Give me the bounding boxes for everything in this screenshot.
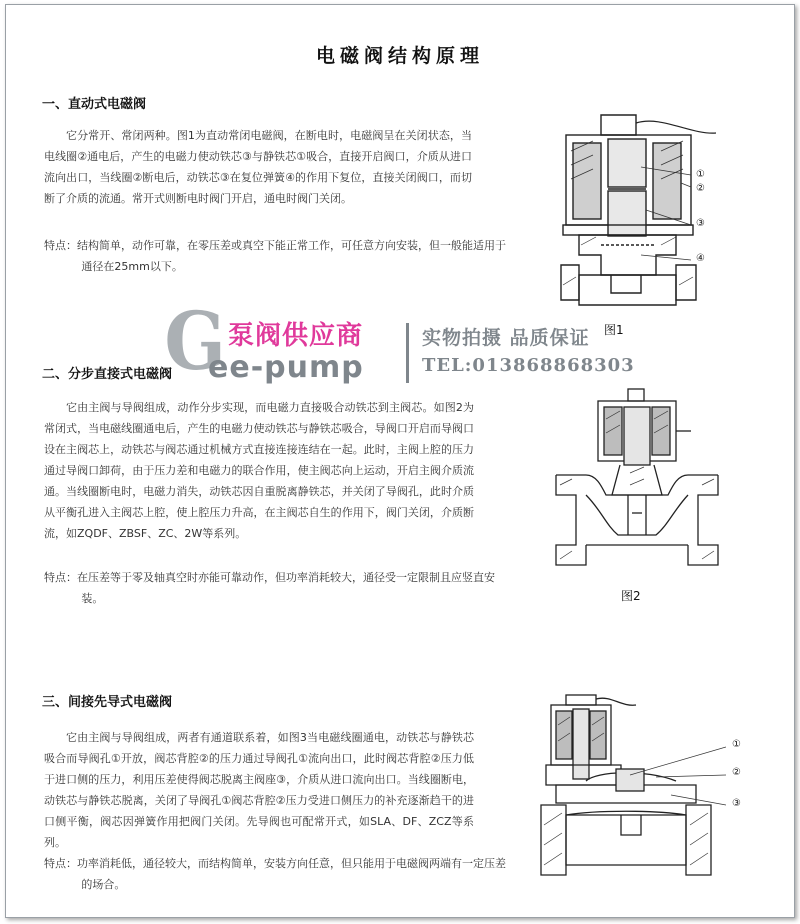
watermark-brand-name: 泵阀供应商 [228, 321, 364, 351]
fig3-callout-1: ① [732, 739, 741, 750]
watermark-logo-letter: G [164, 294, 226, 388]
figure-2-label: 图2 [621, 589, 641, 603]
fig1-callout-4: ④ [696, 253, 705, 264]
section-3-body: 它由主阀与导阀组成，两者有通道联系着，如图3当电磁线圈通电，动铁芯与静铁芯吸合而导阀孔①开放，阀芯背腔②的压力通过导阀孔①流向出口，此时阀芯背腔②压力低于进口侧的压力，利用压差使得阀芯脱离主阀座③，介质从进口流向出口。当线圈断电，动铁芯与静铁芯脱离，关闭了导阀孔①阀芯背腔②压力受进口侧压力的补充逐渐趋干的进口侧平衡，阀芯因弹簧作用把阀门关闭。先导阀也可配常开式，如SLA、DF、ZCZ等系列。 [44, 731, 474, 849]
fig1-callout-2: ② [696, 183, 705, 194]
figure-2-stepped-valve-diagram [546, 385, 726, 585]
page-title: 电磁阀结构原理 [315, 45, 484, 67]
section-1-feature: 特点：结构简单，动作可靠，在零压差或真空下能正常工作，可任意方向安装，但一般能适用于通径在25mm以下。 [44, 239, 506, 273]
fig3-callout-2: ② [732, 767, 741, 778]
fig3-callout-3: ③ [732, 798, 741, 809]
section-2-feature: 特点：在压差等于零及轴真空时亦能可靠动作，但功率消耗较大，通径受一定限制且应竖直安装。 [44, 571, 495, 605]
figure-3-pilot-valve-diagram [526, 685, 726, 890]
page-frame [5, 4, 795, 918]
section-2-body: 它由主阀与导阀组成，动作分步实现，而电磁力直接吸合动铁芯到主阀芯。如图2为常闭式，当电磁线圈通电后，产生的电磁力使动铁芯与静铁芯吸合，导阀口开启而导阀口设在主阀芯上，动铁芯与阀芯通过机械方式直接连接连结在一起。此时，主阀上腔的压力通过导阀口卸荷，由于压力差和电磁力的联合作用，使主阀芯向上运动，开启主阀介质流通。当线圈断电时，电磁力消失，动铁芯因自重脱离静铁芯，并关闭了导阀孔，此时介质从平衡孔进入主阀芯上腔，使上腔压力升高，在主阀芯自生的作用下，阀门关闭，介质断流，如ZQDF、ZBSF、ZC、2W等系列。 [44, 401, 474, 540]
watermark-phone: TEL:013868868303 [422, 355, 635, 376]
section-3-feature: 特点：功率消耗低，通径较大，而结构简单，安装方向任意，但只能用于电磁阀两端有一定压差的场合。 [44, 857, 506, 891]
section-3-heading: 三、间接先导式电磁阀 [42, 695, 173, 710]
watermark-slogan: 实物拍摄 品质保证 [422, 327, 590, 349]
fig1-callout-3: ③ [696, 218, 705, 229]
section-1-body: 它分常开、常闭两种。图1为直动常闭电磁阀，在断电时，电磁阀呈在关闭状态，当电线圈②通电后，产生的电磁力使动铁芯③与静铁芯①吸合，直接开启阀口，介质从进口流向出口，当线圈②断电后，动铁芯③在复位弹簧④的作用下复位，直接关闭阀口，而切断了介质的流通。常开式则断电时阀门开启，通电时阀门关闭。 [44, 129, 472, 205]
section-1-heading: 一、直动式电磁阀 [42, 97, 147, 112]
fig1-callout-1: ① [696, 169, 705, 180]
watermark-brand-en: ee-pump [208, 350, 364, 385]
section-2-heading: 二、分步直接式电磁阀 [42, 367, 173, 382]
watermark-divider [406, 323, 409, 383]
figure-1-direct-valve-diagram [541, 105, 731, 315]
figure-1-label: 图1 [604, 323, 624, 337]
